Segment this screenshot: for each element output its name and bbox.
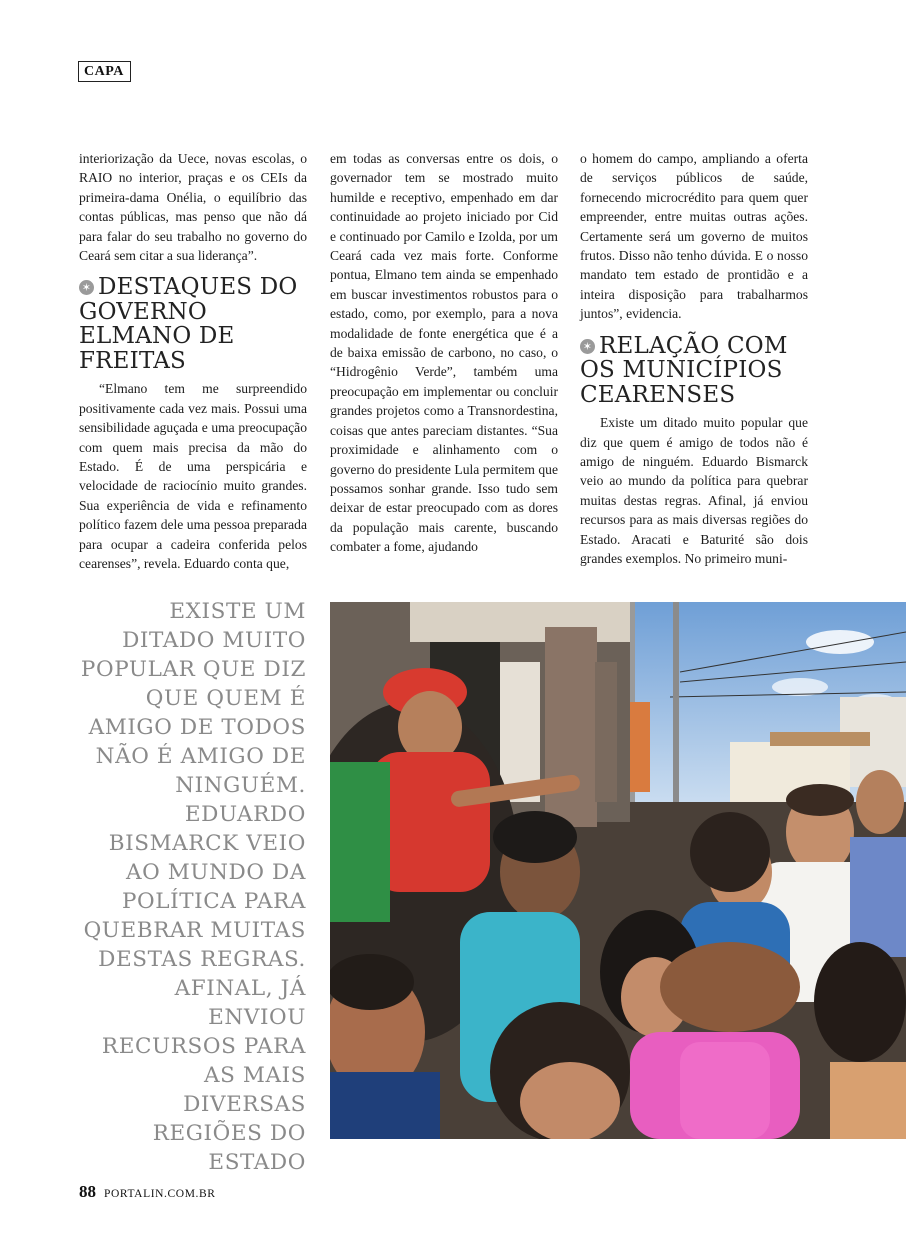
page-number: 88 [79,1182,96,1201]
column2-body-paragraph: em todas as conversas entre os dois, o governador tem se mostrado muito humilde e receptivo, empenhado em dar continuidade ao projeto iniciado por Cid e continuado por Camilo e Izolda, por um Ceará cada vez mais forte. Conforme pontua, Elmano tem ainda se empenhado em buscar investimentos robustos para o estado, como, por exemplo, para a nova modalidade de fonte energética que é a de baixa emissão de carbono, no caso, o “Hidrogênio Verde”, também uma preocupação em implementar ou concluir grandes projetos como a Transnordestina, coisas que antes pareciam distantes. “Sua proximidade e alinhamento com o governo do presidente Lula permitem que possamos sonhar grande. Isso tudo sem deixar de estar preocupado com as dores da população mais carente, buscando combater a fome, ajudando [330,151,558,555]
section-heading-relacao [580,334,808,408]
page-footer [79,1182,216,1202]
star-badge-icon: ✶ [79,280,94,295]
heading-text: RELAÇÃO COM OS MUNICÍPIOS CEARENSES [580,332,788,408]
text-column-3 [580,149,808,568]
website-label: PORTALIN.COM.BR [104,1188,216,1200]
column1-body-paragraph: “Elmano tem me surpreendido positivamente cada vez mais. Possui uma sensibilidade aguçada e uma preocupação com quem mais precisa da mão do Estado. É de uma perspicária e velocidade de raciocínio muito grandes. Sua experiência de vida e refinamento político fazem dele uma pessoa preparada para ocupar a cadeira conferida pelos cearenses”, revela. Eduardo conta que, [79,381,307,572]
crowd-photo [330,602,906,1139]
column3-body-paragraph: Existe um ditado muito popular que diz que quem é amigo de todos não é amigo de ninguém. Eduardo Bismarck veio ao mundo da política para quebrar muitas destas regras. Afinal, já enviou recursos para as mais diversas regiões do Estado. Aracati e Baturité são dois grandes exemplos. No primeiro muni- [580,415,808,566]
star-badge-icon: ✶ [580,339,595,354]
section-heading-destaques [79,275,307,373]
section-label: CAPA [78,61,131,82]
heading-text: DESTAQUES DO GOVERNO ELMANO DE FREITAS [79,274,298,374]
column1-intro-paragraph: interiorização da Uece, novas escolas, o RAIO no interior, praças e os CEIs da primeira-dama Onélia, o equilíbrio das contas públicas, mas penso que não dá para falar do seu trabalho no governo do Ceará sem citar a sua liderança”. [79,151,307,264]
column3-intro-paragraph: o homem do campo, ampliando a oferta de serviços públicos de saúde, fornecendo microcrédito para quem quer empreender, entre muitas outras ações. Certamente será um governo de muitos frutos. Disso não tenho dúvida. E o nosso mandato tem estado de prontidão e a inteira disposição para trabalharmos juntos”, evidencia. [580,151,808,322]
text-column-1 [79,149,307,574]
text-column-2 [330,149,558,557]
pull-quote: EXISTE UM DITADO MUITO POPULAR QUE DIZ QUE QUEM É AMIGO DE TODOS NÃO É AMIGO DE NINGUÉM. EDUARDO BISMARCK VEIO AO MUNDO DA POLÍTICA PARA QUEBRAR MUITAS DESTAS REGRAS. AFINAL, JÁ ENVIOU RECURSOS PARA AS MAIS DIVERSAS REGIÕES DO ESTADO [80,599,306,1175]
